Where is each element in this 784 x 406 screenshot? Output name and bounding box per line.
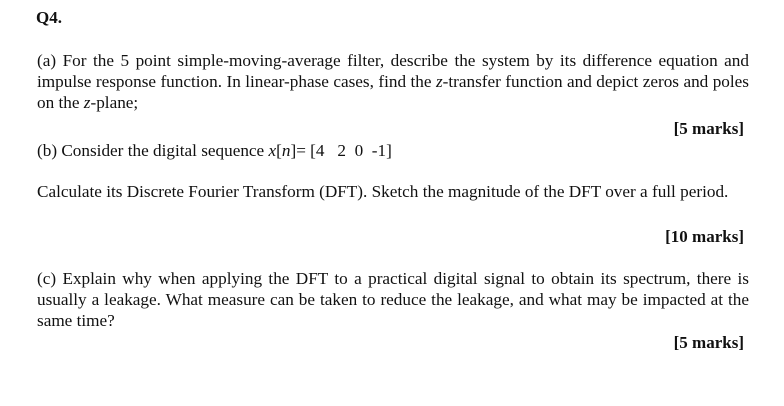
part-b-dft-text: Calculate its Discrete Fourier Transform (DFT). Sketch the magnitude of the DFT over a full period. <box>37 182 729 201</box>
part-a-text-3: -plane; <box>90 93 139 112</box>
part-a-text-1: (a) For the 5 point simple-moving-average filter, describe the system by its difference equation and impulse response function. In linear-phase cases, find the <box>37 51 749 91</box>
part-b-sequence-line <box>37 140 749 161</box>
part-b-text-1: (b) Consider the digital sequence <box>37 141 269 160</box>
part-b-index-n: n <box>281 141 291 160</box>
part-a-text <box>37 50 749 113</box>
question-number: Q4. <box>36 8 62 27</box>
part-a-marks: [5 marks] <box>673 119 744 138</box>
part-a-z-symbol-2: z <box>83 93 91 112</box>
part-a-z-symbol-1: z <box>435 72 443 91</box>
part-c-text: (c) Explain why when applying the DFT to a practical digital signal to obtain its spectrum, there is usually a leakage. What measure can be taken to reduce the leakage, and what may be impacted at the same time? <box>37 269 749 330</box>
part-c-marks: [5 marks] <box>673 333 744 352</box>
part-a-text-2: -transfer function and depict zeros and poles on the <box>37 72 749 112</box>
part-b-sequence-values: ]= [4 2 0 -1] <box>290 141 392 160</box>
part-b-marks: [10 marks] <box>665 227 744 246</box>
part-b-bracket-open: [ <box>276 141 282 160</box>
part-b-var-x: x <box>268 141 277 160</box>
